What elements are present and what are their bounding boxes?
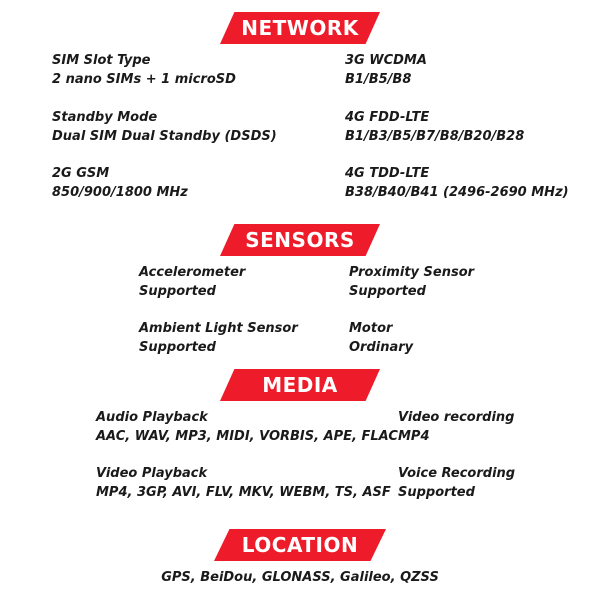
spec-video-recording (398, 408, 514, 446)
spec-label: Video Playback (96, 466, 208, 481)
spec-label: Voice Recording (398, 466, 516, 481)
spec-label: 3G WCDMA (345, 53, 427, 68)
spec-label: Motor (349, 321, 393, 336)
spec-label: Ambient Light Sensor (139, 321, 298, 336)
spec-value: Supported (139, 284, 216, 299)
spec-4g-tdd-lte (345, 164, 569, 202)
spec-label: SIM Slot Type (52, 53, 151, 68)
spec-2g-gsm (52, 164, 188, 202)
spec-value: Ordinary (349, 340, 414, 355)
spec-label: Standby Mode (52, 110, 158, 125)
spec-label: Audio Playback (96, 410, 208, 425)
spec-value: Supported (349, 284, 426, 299)
spec-label: 4G TDD-LTE (345, 166, 430, 181)
spec-value: B1/B5/B8 (345, 72, 412, 87)
network-heading: NETWORK (241, 16, 359, 40)
spec-motor (349, 319, 413, 357)
spec-sim-slot-type (52, 51, 236, 89)
spec-value: B38/B40/B41 (2496-2690 MHz) (345, 185, 569, 200)
spec-standby-mode (52, 108, 277, 146)
spec-video-playback (96, 464, 391, 502)
spec-value: 2 nano SIMs + 1 microSD (52, 72, 236, 87)
spec-value: Supported (139, 340, 216, 355)
spec-ambient-light-sensor (139, 319, 298, 357)
spec-3g-wcdma (345, 51, 427, 89)
spec-value: Supported (398, 485, 475, 500)
spec-label: Video recording (398, 410, 515, 425)
sensors-banner (220, 224, 380, 256)
spec-value: AAC, WAV, MP3, MIDI, VORBIS, APE, FLAC (96, 429, 398, 444)
spec-voice-recording (398, 464, 515, 502)
location-banner (214, 529, 386, 561)
spec-label: 2G GSM (52, 166, 110, 181)
spec-value: MP4 (398, 429, 430, 444)
spec-value: B1/B3/B5/B7/B8/B20/B28 (345, 129, 525, 144)
spec-accelerometer (139, 263, 245, 301)
media-banner (220, 369, 380, 401)
spec-audio-playback (96, 408, 398, 446)
location-value: GPS, BeiDou, GLONASS, Galileo, QZSS (161, 570, 439, 585)
spec-label: Proximity Sensor (349, 265, 475, 280)
sensors-heading: SENSORS (245, 228, 355, 252)
spec-proximity-sensor (349, 263, 474, 301)
spec-value: MP4, 3GP, AVI, FLV, MKV, WEBM, TS, ASF (96, 485, 391, 500)
spec-label: Accelerometer (139, 265, 246, 280)
spec-4g-fdd-lte (345, 108, 524, 146)
location-heading: LOCATION (241, 533, 359, 557)
spec-value: Dual SIM Dual Standby (DSDS) (52, 129, 277, 144)
spec-label: 4G FDD-LTE (345, 110, 430, 125)
media-heading: MEDIA (262, 373, 338, 397)
network-banner (220, 12, 380, 44)
spec-value: 850/900/1800 MHz (52, 185, 188, 200)
